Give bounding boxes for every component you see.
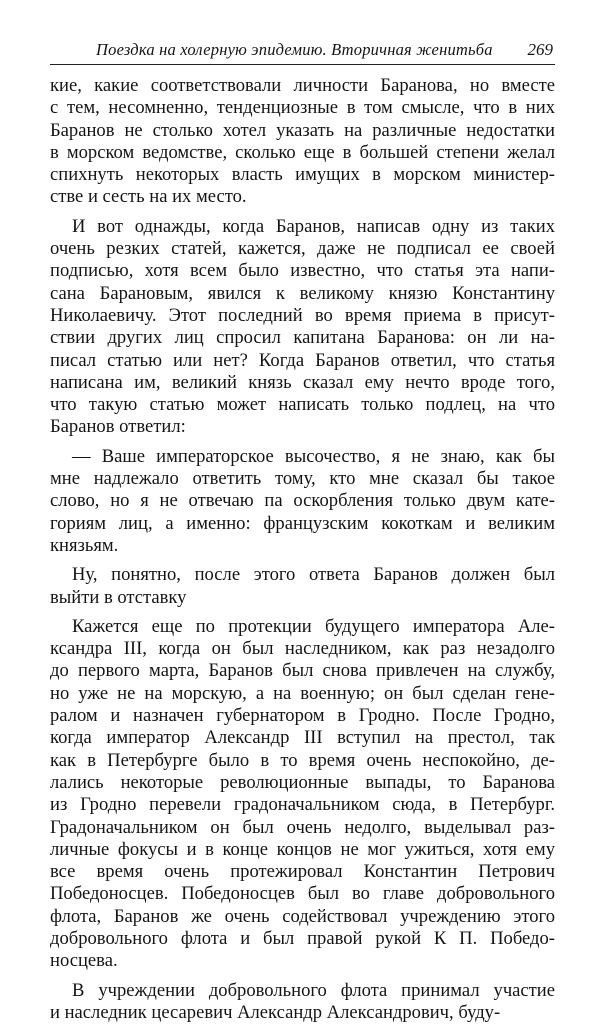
text-line: Ну, понятно, после этого ответа Баранов должен был	[72, 564, 555, 586]
paragraph	[50, 75, 555, 209]
text-line: Баранов ответил:	[50, 416, 186, 438]
text-line: сана Барановым, явился к великому князю Константину	[50, 282, 555, 304]
text-line: в морском ведомстве, сколько еще в большей степени желал	[50, 141, 555, 163]
text-line: спихнуть некоторых власть имущих в морском министер-	[50, 164, 555, 186]
text-line: В учреждении добровольного флота принимал участие	[72, 979, 555, 1001]
text-line: Николаевичу. Этот последний во время приема в присут-	[50, 304, 555, 326]
text-line: стве и сесть на их место.	[50, 186, 247, 208]
text-line: ствии других лиц спросил капитана Баранова: он ли на-	[50, 327, 555, 349]
text-line: и наследник цесаревич Александр Александрович, буду-	[50, 1001, 501, 1023]
paragraph	[50, 446, 555, 557]
text-line: гориям лиц, а именно: французским кокоткам и великим	[50, 512, 555, 534]
paragraph	[50, 980, 555, 1024]
text-line: слово, но я не отвечаю па оскорбления только двум кате-	[50, 490, 555, 512]
paragraph	[50, 616, 555, 973]
text-line: флота, Баранов же очень содействовал учреждению этого	[50, 905, 555, 927]
text-line: добровольного флота и был правой рукой К П. Победо-	[50, 927, 555, 949]
text-line: Победоносцев. Победоносцев был во главе добровольного	[50, 883, 555, 905]
text-line: до первого марта, Баранов был снова привлечен на службу,	[50, 660, 555, 682]
text-line: ралом и назначен губернатором в Гродно. После Гродно,	[50, 705, 555, 727]
page-number: 269	[527, 40, 553, 59]
text-line: лались некоторые революционные выпады, то Баранова	[50, 771, 555, 793]
text-line: князьям.	[50, 534, 119, 556]
text-line: все время очень протежировал Константин Петрович	[50, 861, 555, 883]
text-line: выйти в отставку	[50, 586, 187, 608]
text-line: Кажется еще по протекции будущего императора Але-	[72, 615, 555, 637]
text-line: написана им, великий князь сказал ему нечто вроде того,	[50, 371, 555, 393]
text-line: писал статью или нет? Когда Баранов ответил, что статья	[50, 349, 555, 371]
text-line: — Ваше императорское высочество, я не знаю, как бы	[72, 445, 555, 467]
paragraph	[50, 564, 555, 609]
text-line: ксандра III, когда он был наследником, как раз незадолго	[50, 638, 555, 660]
text-line: подписью, хотя всем было известно, что статья эта напи-	[50, 260, 555, 282]
running-title: Поездка на холерную эпидемию. Вторичная женитьба	[96, 40, 493, 59]
text-line: носцева.	[50, 950, 118, 972]
text-line: очень резких статей, кажется, даже не подписал ее своей	[50, 238, 555, 260]
text-line: И вот однажды, когда Баранов, написав одну из таких	[72, 215, 555, 237]
text-line: как в Петербурге было в то время очень неспокойно, де-	[50, 749, 555, 771]
paragraph	[50, 216, 555, 439]
text-line: с тем, несомненно, тенденциозные в том смысле, что в них	[50, 97, 555, 119]
text-line: Баранов не столько хотел указать на различные недостатки	[50, 119, 555, 141]
page-header	[50, 36, 555, 65]
text-line: когда император Александр III вступил на престол, так	[50, 727, 555, 749]
text-line: что такую статью может написать только подлец, на что	[50, 394, 555, 416]
text-line: мне надлежало ответить тому, кто мне сказал бы такое	[50, 468, 555, 490]
text-line: Градоначальником он был очень недолго, выделывал раз-	[50, 816, 555, 838]
text-line: из Гродно перевели градоначальником сюда, в Петербург.	[50, 794, 555, 816]
text-line: кие, какие соответствовали личности Баранова, но вместе	[50, 75, 555, 96]
body-text	[50, 75, 555, 1024]
text-line: личные фокусы и в конце концов не мог ужиться, хотя ему	[50, 838, 555, 860]
text-line: но уже не на морскую, а на военную; он был сделан гене-	[50, 682, 555, 704]
